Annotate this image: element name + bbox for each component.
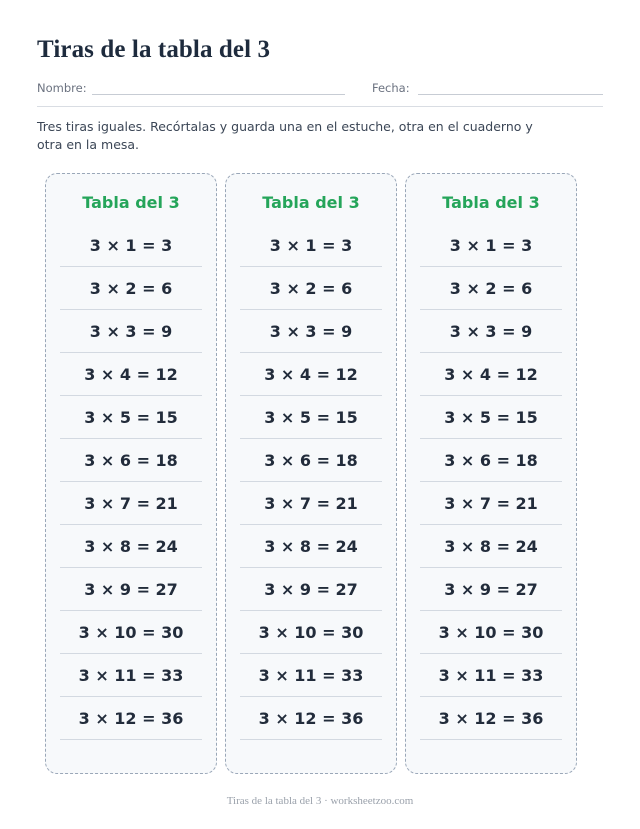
equation-row: 3 × 7 = 21 [420,482,562,525]
equation-row: 3 × 9 = 27 [240,568,382,611]
equation-row: 3 × 8 = 24 [420,525,562,568]
equation-list [420,224,562,740]
equation-row: 3 × 3 = 9 [420,310,562,353]
equation-row: 3 × 1 = 3 [420,224,562,267]
equation-row: 3 × 10 = 30 [240,611,382,654]
strip-3 [405,173,577,774]
equation-row: 3 × 10 = 30 [420,611,562,654]
page-title: Tiras de la tabla del 3 [37,36,271,63]
equation-row: 3 × 5 = 15 [60,396,202,439]
equation-row: 3 × 8 = 24 [240,525,382,568]
equation-row: 3 × 5 = 15 [420,396,562,439]
name-field[interactable] [92,94,345,95]
strip-title: Tabla del 3 [262,193,360,212]
equation-row: 3 × 4 = 12 [420,353,562,396]
equation-row: 3 × 2 = 6 [240,267,382,310]
equation-row: 3 × 6 = 18 [240,439,382,482]
equation-row: 3 × 8 = 24 [60,525,202,568]
equation-row: 3 × 12 = 36 [240,697,382,740]
equation-row: 3 × 10 = 30 [60,611,202,654]
header-fields [37,78,603,98]
equation-row: 3 × 11 = 33 [420,654,562,697]
strip-title: Tabla del 3 [442,193,540,212]
equation-row: 3 × 6 = 18 [60,439,202,482]
equation-row: 3 × 7 = 21 [240,482,382,525]
instructions-text: Tres tiras iguales. Recórtalas y guarda una en el estuche, otra en el cuaderno y otra en la mesa. [37,119,533,152]
date-label: Fecha: [372,81,410,95]
equation-list [60,224,202,740]
equation-row: 3 × 9 = 27 [60,568,202,611]
equation-row: 3 × 3 = 9 [240,310,382,353]
equation-row: 3 × 4 = 12 [60,353,202,396]
equation-row: 3 × 2 = 6 [420,267,562,310]
equation-row: 3 × 1 = 3 [240,224,382,267]
page-footer: Tiras de la tabla del 3 · worksheetzoo.com [226,795,414,807]
equation-row: 3 × 11 = 33 [240,654,382,697]
date-field[interactable] [418,94,603,95]
equation-row: 3 × 9 = 27 [420,568,562,611]
equation-row: 3 × 12 = 36 [420,697,562,740]
strip-title: Tabla del 3 [82,193,180,212]
strip-1 [45,173,217,774]
equation-row: 3 × 7 = 21 [60,482,202,525]
equation-row: 3 × 1 = 3 [60,224,202,267]
equation-row: 3 × 12 = 36 [60,697,202,740]
equation-row: 3 × 3 = 9 [60,310,202,353]
name-label: Nombre: [37,81,87,95]
equation-row: 3 × 2 = 6 [60,267,202,310]
equation-list [240,224,382,740]
equation-row: 3 × 6 = 18 [420,439,562,482]
equation-row: 3 × 5 = 15 [240,396,382,439]
equation-row: 3 × 4 = 12 [240,353,382,396]
equation-row: 3 × 11 = 33 [60,654,202,697]
strip-2 [225,173,397,774]
header-divider [37,106,603,107]
